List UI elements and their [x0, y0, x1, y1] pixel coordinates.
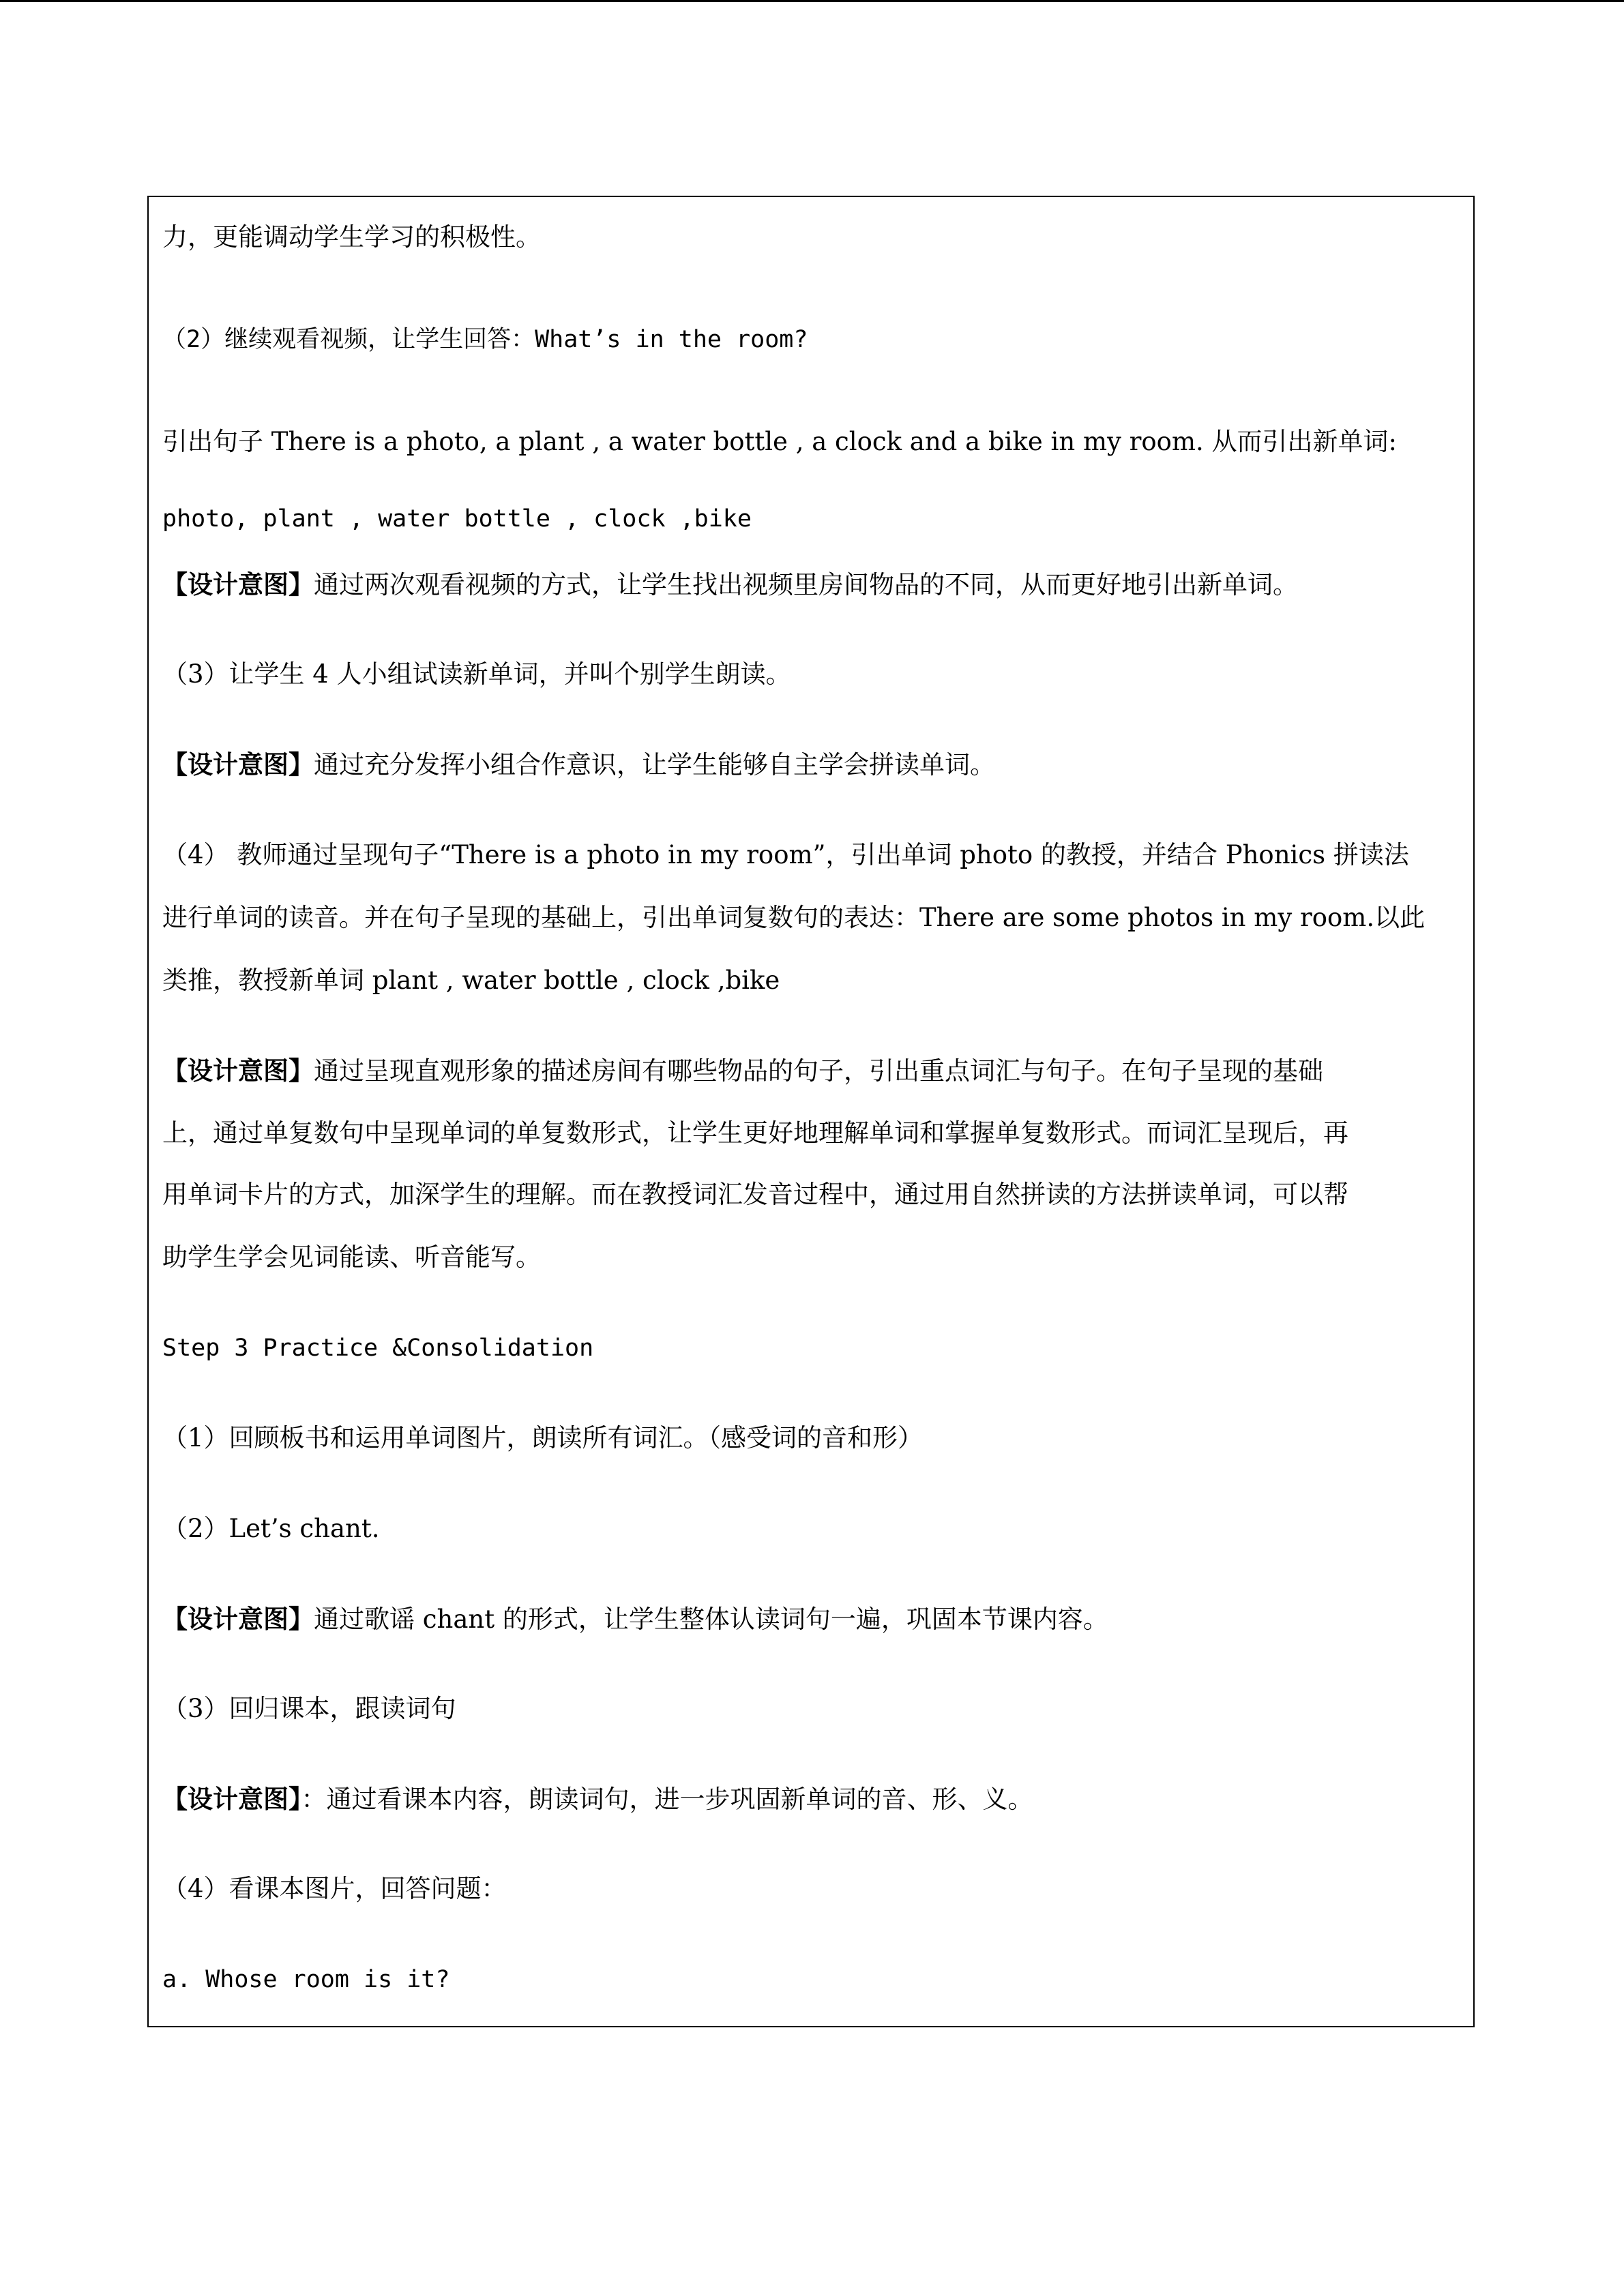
text-line: 上，通过单复数句中呈现单词的单复数形式，让学生更好地理解单词和掌握单复数形式。而词汇呈现后，再: [162, 1118, 1348, 1148]
design-intent-label: 【设计意图】: [162, 1784, 301, 1814]
text-line: （2）Let’s chant.: [162, 1514, 380, 1543]
text-line: （4） 教师通过呈现句子“There is a photo in my room”，引出单词 photo 的教授，并结合 Phonics 拼读法: [162, 840, 1409, 869]
text-line: （1）回顾板书和运用单词图片，朗读所有词汇。（感受词的音和形）: [162, 1423, 924, 1452]
content-table-cell: [147, 196, 1475, 2027]
design-intent-paragraph: 【设计意图】通过两次观看视频的方式，让学生找出视频里房间物品的不同，从而更好地引出新单词。: [162, 569, 1298, 599]
design-intent-label: 【设计意图】: [162, 1056, 314, 1086]
text-line: （3）让学生 4 人小组试读新单词，并叫个别学生朗读。: [162, 659, 791, 689]
design-intent-label: 【设计意图】: [162, 569, 314, 599]
text-line: （4）看课本图片，回答问题：: [162, 1874, 507, 1903]
design-intent-label: 【设计意图】: [162, 749, 314, 779]
design-intent-label: 【设计意图】: [162, 1604, 314, 1634]
text-line: （3）回归课本，跟读词句: [162, 1694, 456, 1723]
text-line: 进行单词的读音。并在句子呈现的基础上，引出单词复数句的表达：There are some photos in my room.以此: [162, 903, 1426, 932]
top-rule: [0, 0, 1624, 2]
text-line: 引出句子 There is a photo, a plant , a water bottle , a clock and a bike in my room. 从而引出新单词:: [162, 427, 1398, 456]
text-line: 类推，教授新单词 plant , water bottle , clock ,bike: [162, 966, 780, 995]
text-line: （2）继续观看视频，让学生回答：What’s in the room?: [162, 326, 808, 353]
design-intent-paragraph: 【设计意图】通过充分发挥小组合作意识，让学生能够自主学会拼读单词。: [162, 749, 995, 779]
step-heading: Step 3 Practice &Consolidation: [162, 1335, 594, 1362]
design-intent-paragraph: 【设计意图】通过歌谣 chant 的形式，让学生整体认读词句一遍，巩固本节课内容。: [162, 1604, 1108, 1634]
text-line: 用单词卡片的方式，加深学生的理解。而在教授词汇发音过程中，通过用自然拼读的方法拼读单词，可以帮: [162, 1180, 1348, 1209]
text-line: photo, plant , water bottle , clock ,bike: [162, 505, 752, 533]
text-line: a. Whose room is it?: [162, 1966, 450, 1993]
text-line: 助学生学会见词能读、听音能写。: [162, 1242, 541, 1272]
design-intent-paragraph: 【设计意图】通过呈现直观形象的描述房间有哪些物品的句子，引出重点词汇与句子。在句子呈现的基础: [162, 1056, 1323, 1086]
text-line: 力，更能调动学生学习的积极性。: [162, 222, 541, 252]
design-intent-paragraph: 【设计意图】：通过看课本内容，朗读词句，进一步巩固新单词的音、形、义。: [162, 1784, 1033, 1814]
